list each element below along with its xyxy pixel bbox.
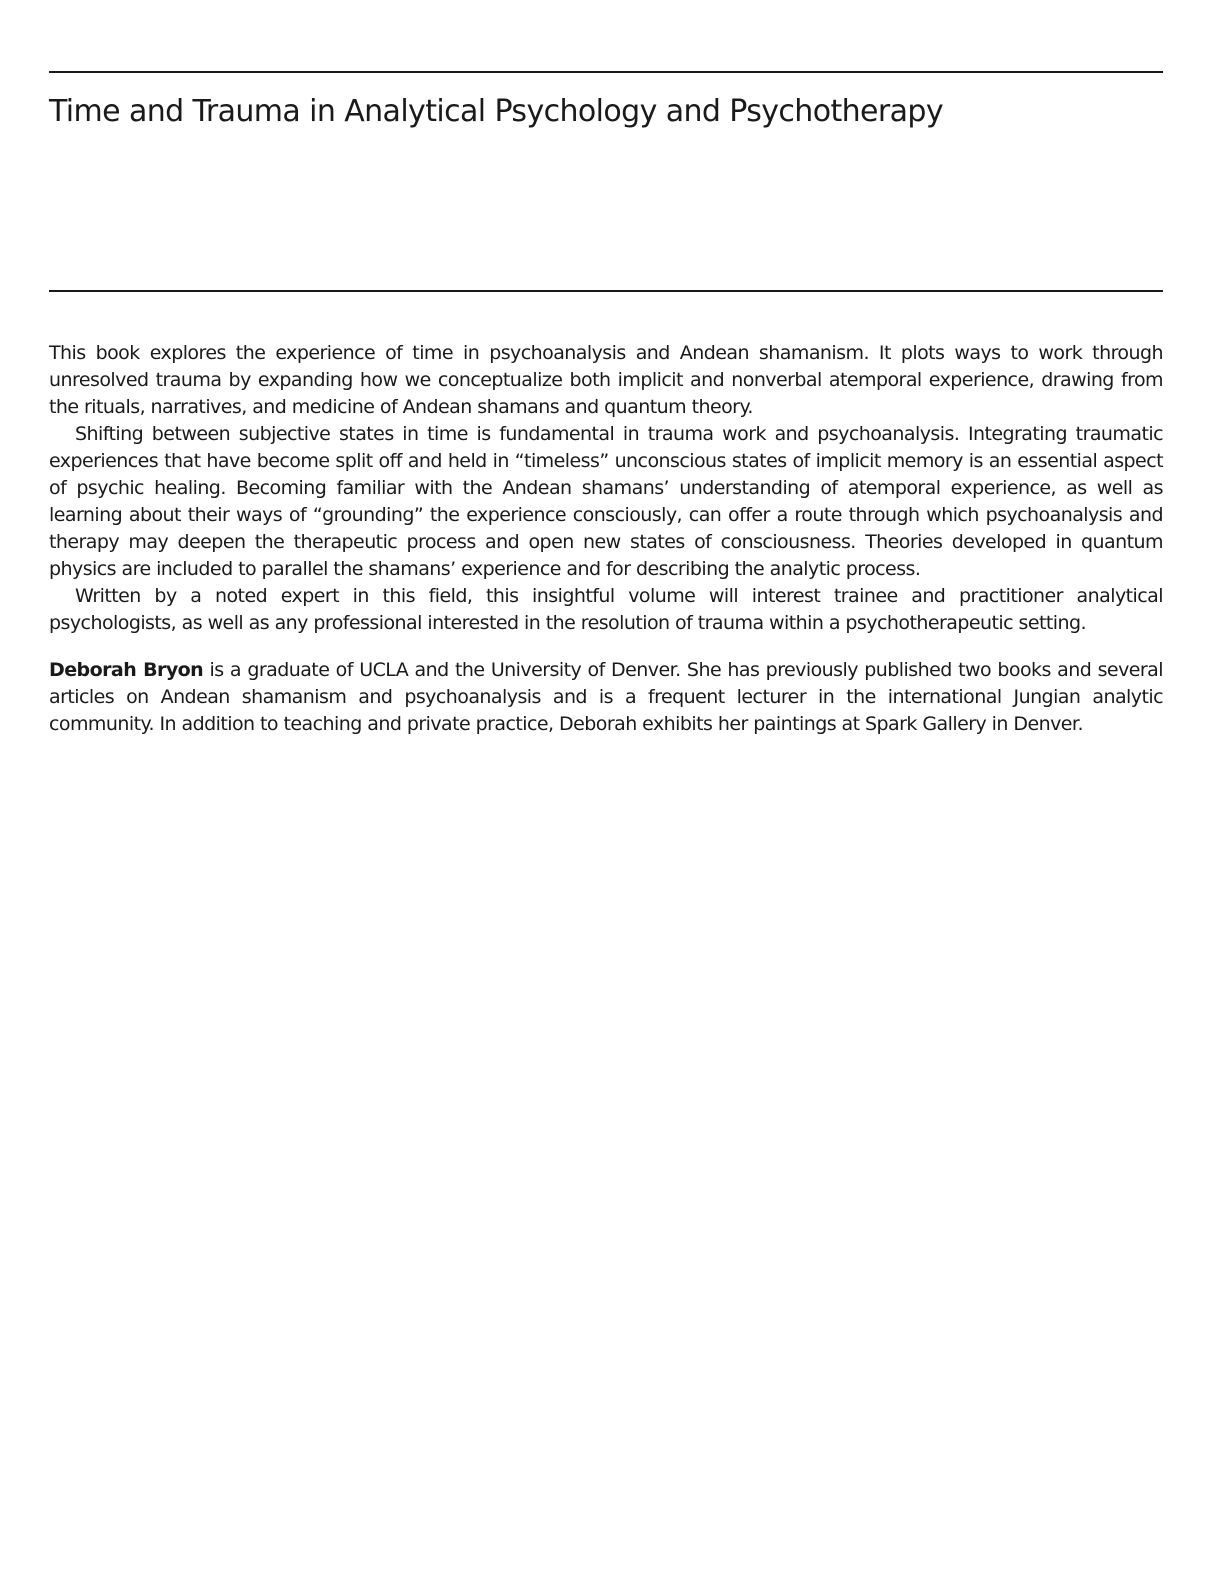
description-paragraph: Shifting between subjective states in time is fundamental in trauma work and psychoanalysis. Integrating traumatic experiences that have become split off and held in “timeless” unconscious states of implicit memory is an essential aspect of psychic healing. Becoming familiar with the Andean shamans’ understanding of atemporal experience, as well as learning about their ways of “grounding” the experience consciously, can offer a route through which psychoanalysis and therapy may deepen the therapeutic process and open new states of consciousness. Theories developed in quantum physics are included to parallel the shamans’ experience and for describing the analytic process. (49, 423, 1163, 580)
author-name: Deborah Bryon (49, 659, 204, 681)
top-rule (49, 71, 1163, 73)
author-bio-text: is a graduate of UCLA and the University of Denver. She has previously published two books and several articles on Andean shamanism and psychoanalysis and is a frequent lecturer in the international Jungian analytic community. In addition to teaching and private practice, Deborah exhibits her paintings at Spark Gallery in Denver. (49, 659, 1163, 735)
description-paragraph: This book explores the experience of time in psychoanalysis and Andean shamanism. It plots ways to work through unresolved trauma by expanding how we conceptualize both implicit and nonverbal atemporal experience, drawing from the rituals, narratives, and medicine of Andean shamans and quantum theory. (49, 342, 1163, 418)
bottom-rule (49, 290, 1163, 292)
author-bio (49, 657, 1163, 738)
back-cover-text (49, 340, 1163, 738)
description-paragraph: Written by a noted expert in this field, this insightful volume will interest trainee and practitioner analytical psychologists, as well as any professional interested in the resolution of trauma within a psychotherapeutic setting. (49, 585, 1163, 634)
book-title: Time and Trauma in Analytical Psychology and Psychotherapy (49, 94, 944, 129)
